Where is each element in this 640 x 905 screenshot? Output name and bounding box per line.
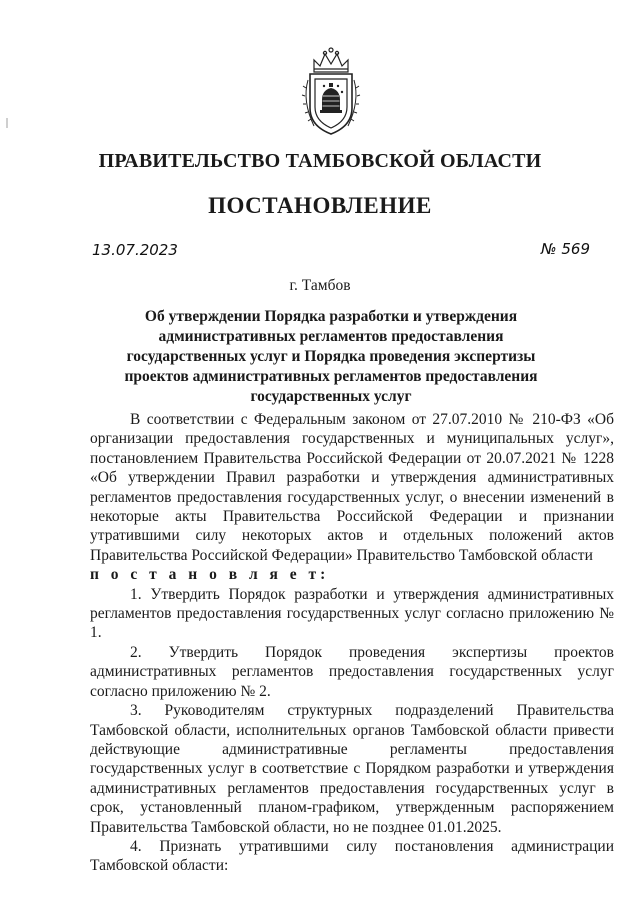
document-type-title: ПОСТАНОВЛЕНИЕ xyxy=(208,193,432,218)
preamble-paragraph: В соответствии с Федеральным законом от 27.07.2010 № 210-ФЗ «Об организации предоставления государственных и муниципальных услуг», постановлением Правительства Российской Федерации от 20.07.2021 № 1228 «Об утверждении Правил разработки и утверждения административных регламентов предоставления государственных услуг, о внесении изменений в некоторые акты Правительства Российской Федерации и признании утратившими силу некоторых актов и отдельных положений актов Правительства Российской Федерации» Правительство Тамбовской области xyxy=(90,411,614,564)
item-3-paragraph: 3. Руководителям структурных подразделений Правительства Тамбовской области, исполнительных органов Тамбовской области привести действующие административные регламенты предоставления государственных услуг в соответствие с Порядком разработки и утверждения административных регламентов предоставления государственных услуг в срок, установленный планом-графиком, утвержденным распоряжением Правительства Тамбовской области, но не позднее 01.01.2025. xyxy=(90,702,614,836)
coat-of-arms-emblem xyxy=(300,46,362,138)
item-1-paragraph: 1. Утвердить Порядок разработки и утверждения административных регламентов предоставления государственных услуг согласно приложению № 1. xyxy=(90,585,614,642)
document-date: 13.07.2023 xyxy=(92,241,178,259)
item-4-paragraph: 4. Признать утратившими силу постановления администрации Тамбовской области: xyxy=(90,837,614,875)
document-heading: Об утверждении Порядка разработки и утверждения административных регламентов предоставления государственных услуг и Порядка проведения экспертизы проектов административных регламентов предоставления государственных услуг xyxy=(124,308,538,405)
government-title: ПРАВИТЕЛЬСТВО ТАМБОВСКОЙ ОБЛАСТИ xyxy=(98,150,542,172)
document-number: № 569 xyxy=(541,240,590,258)
resolves-line: п о с т а н о в л я е т: xyxy=(90,566,330,584)
scan-artifact xyxy=(6,118,8,128)
item-2-paragraph: 2. Утвердить Порядок проведения экспертизы проектов административных регламентов предоставления государственных услуг согласно приложению № 2. xyxy=(90,643,614,700)
document-city: г. Тамбов xyxy=(289,277,351,294)
document-body xyxy=(90,410,614,876)
